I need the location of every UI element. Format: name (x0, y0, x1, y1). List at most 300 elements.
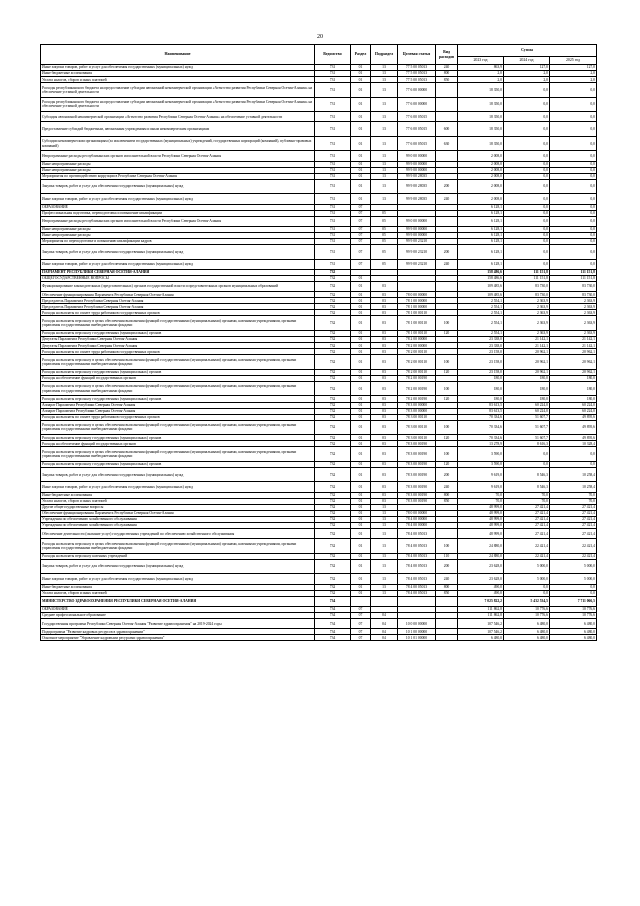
row-y2023: 23 158,0 (458, 369, 504, 375)
row-podr: 03 (371, 304, 398, 310)
row-y2025: 6 480,0 (550, 635, 597, 641)
row-y2025: 6 480,0 (550, 619, 597, 629)
table-row (41, 539, 597, 554)
row-ved: 732 (315, 330, 351, 336)
row-razd (351, 596, 371, 606)
table-row (41, 216, 597, 226)
row-y2023: 2 008,0 (458, 179, 504, 194)
row-y2024: 27 421,4 (504, 529, 550, 539)
row-name: Уплата налогов, сборов и иных платежей (41, 77, 315, 83)
row-ved: 731 (315, 83, 351, 98)
row-razd: 01 (351, 349, 371, 355)
row-name: Расходы на выплаты по оплате труда работников государственных органов (41, 414, 315, 420)
row-razd: 01 (351, 151, 371, 161)
row-y2023: 23 338,0 (458, 343, 504, 349)
row-vr: 100 (436, 355, 458, 370)
row-y2024: 127,0 (504, 65, 550, 71)
row-podr: 13 (371, 122, 398, 137)
row-name: Обеспечение функционирования Парламента Республики Северная Осетия-Алания (41, 510, 315, 516)
row-vr: 240 (436, 259, 458, 269)
row-y2025: 22 421,4 (550, 539, 597, 554)
row-y2024: 20 962,1 (504, 369, 550, 375)
row-razd: 01 (351, 136, 371, 151)
row-podr: 13 (371, 167, 398, 173)
row-podr: 03 (371, 461, 398, 467)
row-y2024: 6 480,0 (504, 619, 550, 629)
row-y2023: 111 862,8 (458, 606, 504, 612)
row-y2025: 111 151,8 (550, 269, 597, 275)
row-podr: 13 (371, 510, 398, 516)
header-razd: Раздел (351, 45, 371, 65)
table-row (41, 245, 597, 260)
row-y2024: 2,0 (504, 77, 550, 83)
row-ved: 732 (315, 275, 351, 281)
row-razd: 01 (351, 343, 371, 349)
row-cs: 99 9 00 28035 (398, 173, 436, 179)
row-name: Расходы на выплаты персоналу казенных учреждений (41, 553, 315, 559)
row-name: Основное мероприятие "Управление кадровыми ресурсами здравоохранения" (41, 635, 315, 641)
row-podr: 03 (371, 441, 398, 447)
row-cs: 78 1 00 00110 (398, 316, 436, 331)
row-podr: 13 (371, 584, 398, 590)
row-ved: 732 (315, 396, 351, 402)
row-y2023: 83 613,5 (458, 408, 504, 414)
row-cs: 78 2 00 00110 (398, 349, 436, 355)
row-vr: 800 (436, 492, 458, 498)
row-vr: 100 (436, 447, 458, 462)
page-number: 20 (317, 34, 323, 40)
table-row (41, 482, 597, 492)
row-razd: 01 (351, 281, 371, 291)
row-ved: 732 (315, 504, 351, 510)
row-ved: 734 (315, 629, 351, 635)
table-row (41, 420, 597, 435)
row-podr: 13 (371, 504, 398, 510)
row-y2023: 70 334,6 (458, 420, 504, 435)
row-y2025: 6 480,0 (550, 629, 597, 635)
row-y2025: 21 142,1 (550, 337, 597, 343)
row-y2024: 0,0 (504, 216, 550, 226)
row-y2025: 70,0 (550, 492, 597, 498)
row-vr (436, 529, 458, 539)
row-y2025: 0,0 (550, 210, 597, 216)
row-name: МИНИСТЕРСТВО ЗДРАВООХРАНЕНИЯ РЕСПУБЛИКИ СЕВЕРНАЯ ОСЕТИЯ-АЛАНИЯ (41, 596, 315, 606)
budget-table (40, 44, 597, 641)
row-y2025: 2 363,9 (550, 310, 597, 316)
row-y2024: 180,0 (504, 375, 550, 381)
row-y2024: 10 776,6 (504, 606, 550, 612)
row-vr (436, 619, 458, 629)
row-ved: 731 (315, 239, 351, 245)
row-name: ОБЩЕГОСУДАРСТВЕННЫЕ ВОПРОСЫ (41, 275, 315, 281)
row-y2025: 10 328,4 (550, 441, 597, 447)
row-y2023: 2 554,1 (458, 304, 504, 310)
row-y2024: 8 546,3 (504, 482, 550, 492)
row-podr: 03 (371, 298, 398, 304)
row-y2023: 2 554,1 (458, 316, 504, 331)
row-cs: 10 0 00 00000 (398, 619, 436, 629)
row-y2023: 158 486,6 (458, 275, 504, 281)
table-row (41, 136, 597, 151)
row-ved: 731 (315, 71, 351, 77)
row-y2025: 27 421,4 (550, 529, 597, 539)
row-cs: 77 5 00 05013 (398, 65, 436, 71)
row-vr (436, 112, 458, 122)
row-ved: 732 (315, 304, 351, 310)
table-row (41, 559, 597, 574)
row-name: Расходы на выплаты персоналу в целях обеспечения выполнения функций государственными (муниципальными) органами, казенными учреждениями, органами управления государственными внебюджетными фондами (41, 381, 315, 396)
row-name: Иные бюджетные ассигнования (41, 71, 315, 77)
row-ved: 732 (315, 516, 351, 522)
row-y2023: 48 999,0 (458, 504, 504, 510)
row-y2023: 18 350,0 (458, 112, 504, 122)
row-y2023: 3 590,0 (458, 461, 504, 467)
row-y2024: 0,0 (504, 245, 550, 260)
row-podr: 03 (371, 498, 398, 504)
row-razd: 01 (351, 414, 371, 420)
row-ved: 731 (315, 112, 351, 122)
table-row (41, 467, 597, 482)
row-vr: 100 (436, 420, 458, 435)
row-podr: 04 (371, 619, 398, 629)
row-y2023: 490,0 (458, 590, 504, 596)
header-name: Наименование (41, 45, 315, 65)
row-y2023: 2 008,0 (458, 194, 504, 204)
row-cs: 77 6 00 00000 (398, 83, 436, 98)
row-y2024: 0,0 (504, 210, 550, 216)
row-name: Аппарат Парламента Республики Северная Осетия-Алания (41, 408, 315, 414)
row-name: Аппарат Парламента Республики Северная Осетия-Алания (41, 402, 315, 408)
row-y2025: 180,0 (550, 381, 597, 396)
row-cs: 99 9 00 00000 (398, 232, 436, 238)
table-row (41, 83, 597, 98)
row-y2023: 6 128,1 (458, 204, 504, 210)
row-name: Расходы на выплаты персоналу государственных (муниципальных) органов (41, 396, 315, 402)
row-name: Расходы на выплаты по оплате труда работников государственных органов (41, 349, 315, 355)
row-razd: 01 (351, 461, 371, 467)
row-y2024: 8 616,3 (504, 441, 550, 447)
row-razd: 07 (351, 232, 371, 238)
row-y2024: 20 962,1 (504, 355, 550, 370)
table-body (41, 65, 597, 641)
row-podr: 03 (371, 375, 398, 381)
row-razd: 07 (351, 635, 371, 641)
row-y2024: 27 421,4 (504, 504, 550, 510)
row-ved: 731 (315, 179, 351, 194)
table-row (41, 635, 597, 641)
row-cs (398, 596, 436, 606)
row-cs: 78 3 00 00110 (398, 435, 436, 441)
row-razd: 01 (351, 492, 371, 498)
row-razd: 01 (351, 529, 371, 539)
row-ved: 731 (315, 194, 351, 204)
row-y2025: 49 895,6 (550, 414, 597, 420)
row-podr: 03 (371, 381, 398, 396)
row-y2025: 27 421,4 (550, 504, 597, 510)
row-podr: 03 (371, 337, 398, 343)
row-y2023: 48 999,0 (458, 516, 504, 522)
row-podr: 05 (371, 210, 398, 216)
row-cs: 78 1 00 00110 (398, 330, 436, 336)
row-vr: 240 (436, 482, 458, 492)
row-y2023: 109 485,6 (458, 292, 504, 298)
row-razd: 01 (351, 590, 371, 596)
row-y2024: 0,0 (504, 590, 550, 596)
row-podr: 03 (371, 281, 398, 291)
row-vr (436, 281, 458, 291)
row-vr: 630 (436, 136, 458, 151)
row-name: Уплата налогов, сборов и иных платежей (41, 498, 315, 504)
row-vr: 200 (436, 559, 458, 574)
row-y2025: 0,0 (550, 226, 597, 232)
row-cs: 77 6 00 05015 (398, 136, 436, 151)
row-y2024: 0,0 (504, 161, 550, 167)
row-name: Иные закупки товаров, работ и услуг для обеспечения государственных (муниципальных) нужд (41, 482, 315, 492)
row-podr: 03 (371, 310, 398, 316)
table-row (41, 596, 597, 606)
row-cs: 78 3 00 00190 (398, 467, 436, 482)
row-ved: 732 (315, 482, 351, 492)
row-podr: 03 (371, 355, 398, 370)
row-y2024: 0,0 (504, 136, 550, 151)
row-name: Иные закупки товаров, работ и услуг для обеспечения государственных (муниципальных) нужд (41, 574, 315, 584)
row-ved: 731 (315, 173, 351, 179)
row-name: Расходы республиканского бюджета на предоставление субсидии автономной некоммерческой организации «Агентство развития Республики Северная Осетия-Алания» на обеспечение уставной деятельности (41, 83, 315, 98)
row-ved: 731 (315, 245, 351, 260)
row-cs: 78 1 00 00110 (398, 310, 436, 316)
table-row (41, 179, 597, 194)
row-y2025: 10 776,6 (550, 613, 597, 619)
row-name: Мероприятия по переподготовке и повышению квалификации кадров (41, 239, 315, 245)
row-ved: 731 (315, 151, 351, 161)
row-y2024: 180,0 (504, 381, 550, 396)
row-name: Функционирование законодательных (представительных) органов государственной власти и представительных органов муниципальных образований (41, 281, 315, 291)
row-ved: 734 (315, 619, 351, 629)
row-cs: 99 9 00 23210 (398, 259, 436, 269)
row-cs: 99 0 00 00000 (398, 216, 436, 226)
row-podr: 05 (371, 232, 398, 238)
row-podr: 03 (371, 316, 398, 331)
row-y2024: 6 480,0 (504, 635, 550, 641)
row-name: Расходы республиканского бюджета на предоставление субсидии автономной некоммерческой организации «Агентство развития Республики Северная Осетия-Алания» на обеспечение уставной деятельности (41, 97, 315, 112)
row-vr: 100 (436, 539, 458, 554)
row-ved: 731 (315, 97, 351, 112)
row-podr: 03 (371, 435, 398, 441)
row-name: ОБРАЗОВАНИЕ (41, 204, 315, 210)
row-razd: 01 (351, 275, 371, 281)
row-y2025: 10 258,4 (550, 482, 597, 492)
row-razd: 01 (351, 435, 371, 441)
row-name: Иные закупки товаров, работ и услуг для обеспечения государственных (муниципальных) нужд (41, 259, 315, 269)
row-vr: 600 (436, 122, 458, 137)
row-y2024: 0,0 (504, 204, 550, 210)
row-razd: 01 (351, 584, 371, 590)
row-razd: 01 (351, 447, 371, 462)
row-y2025: 0,0 (550, 216, 597, 226)
row-podr: 13 (371, 161, 398, 167)
row-y2023: 2,0 (458, 71, 504, 77)
row-podr: 04 (371, 613, 398, 619)
row-podr: 13 (371, 112, 398, 122)
row-y2023: 2 008,0 (458, 167, 504, 173)
row-ved: 732 (315, 414, 351, 420)
row-name: Непрограммные расходы республиканских органов исполнительной власти Республики Северная Осетия-Алания (41, 151, 315, 161)
row-ved: 732 (315, 369, 351, 375)
table-row (41, 194, 597, 204)
row-name: Учреждения по обеспечению хозяйственного обслуживания (41, 516, 315, 522)
row-y2025: 2 363,9 (550, 316, 597, 331)
row-name: Расходы на выплаты персоналу в целях обеспечения выполнения функций государственными (муниципальными) органами, казенными учреждениями, органами управления государственными внебюджетными фондами (41, 420, 315, 435)
row-cs: 99 0 00 00000 (398, 151, 436, 161)
row-cs: 78 3 00 00190 (398, 482, 436, 492)
row-razd: 07 (351, 245, 371, 260)
row-ved: 732 (315, 559, 351, 574)
row-ved: 732 (315, 281, 351, 291)
row-y2025: 20 962,1 (550, 349, 597, 355)
row-name: Расходы на обеспечение функций государственных органов (41, 441, 315, 447)
row-cs: 78 2 00 00190 (398, 396, 436, 402)
row-razd: 01 (351, 304, 371, 310)
row-podr: 05 (371, 259, 398, 269)
row-y2023: 2 554,1 (458, 298, 504, 304)
row-y2023: 6 128,1 (458, 239, 504, 245)
row-y2025: 0,0 (550, 136, 597, 151)
row-y2025: 0,0 (550, 584, 597, 590)
row-cs: 78 2 00 00190 (398, 381, 436, 396)
row-y2024: 2 363,9 (504, 298, 550, 304)
row-podr: 03 (371, 482, 398, 492)
row-name: Государственная программа Республики Северная Осетия-Алания "Развитие здравоохранения" на 2019-2024 годы (41, 619, 315, 629)
header-vr: Вид расходов (436, 45, 458, 65)
row-cs: 78 4 00 00000 (398, 523, 436, 529)
row-razd: 01 (351, 292, 371, 298)
row-vr (436, 151, 458, 161)
row-y2023: 2 008,0 (458, 151, 504, 161)
row-razd: 01 (351, 71, 371, 77)
row-cs: 99 9 00 23210 (398, 245, 436, 260)
row-y2024: 0,0 (504, 179, 550, 194)
row-vr: 800 (436, 584, 458, 590)
row-razd: 01 (351, 482, 371, 492)
row-ved: 731 (315, 232, 351, 238)
row-y2024: 5 432 534,5 (504, 596, 550, 606)
row-razd: 07 (351, 629, 371, 635)
row-y2024: 180,0 (504, 396, 550, 402)
row-ved: 731 (315, 65, 351, 71)
row-y2024: 83 730,0 (504, 292, 550, 298)
row-y2023: 6 480,0 (458, 635, 504, 641)
row-y2023: 83 613,5 (458, 402, 504, 408)
row-podr: 05 (371, 216, 398, 226)
row-y2024: 22 421,4 (504, 553, 550, 559)
row-razd: 07 (351, 216, 371, 226)
row-y2024: 2 363,9 (504, 310, 550, 316)
row-ved: 731 (315, 161, 351, 167)
row-ved: 732 (315, 375, 351, 381)
row-y2025: 111 151,8 (550, 275, 597, 281)
row-podr: 03 (371, 396, 398, 402)
row-y2023: 2,0 (458, 77, 504, 83)
row-podr: 03 (371, 369, 398, 375)
row-y2024: 8 546,3 (504, 467, 550, 482)
row-podr (371, 596, 398, 606)
row-razd: 01 (351, 337, 371, 343)
row-vr (436, 635, 458, 641)
row-ved: 732 (315, 467, 351, 482)
row-podr: 13 (371, 574, 398, 584)
table-row (41, 355, 597, 370)
row-y2025: 10 258,4 (550, 467, 597, 482)
row-y2023: 3 590,0 (458, 447, 504, 462)
row-razd: 01 (351, 396, 371, 402)
row-vr: 240 (436, 194, 458, 204)
row-y2024: 83 730,0 (504, 281, 550, 291)
row-vr (436, 97, 458, 112)
row-y2023: 70 334,6 (458, 414, 504, 420)
row-y2025: 0,0 (550, 122, 597, 137)
row-y2025: 60 224,0 (550, 408, 597, 414)
row-y2023: 490,0 (458, 584, 504, 590)
row-vr: 120 (436, 435, 458, 441)
row-name: Иные закупки товаров, работ и услуг для обеспечения государственных (муниципальных) нужд (41, 194, 315, 204)
row-y2024: 60 224,0 (504, 402, 550, 408)
row-ved: 731 (315, 210, 351, 216)
row-razd: 01 (351, 498, 371, 504)
row-y2024: 0,0 (504, 112, 550, 122)
row-podr: 13 (371, 173, 398, 179)
row-podr: 05 (371, 239, 398, 245)
row-y2025: 60 224,0 (550, 402, 597, 408)
row-y2025: 20 962,1 (550, 369, 597, 375)
row-vr: 100 (436, 381, 458, 396)
table-row (41, 151, 597, 161)
row-razd: 01 (351, 553, 371, 559)
row-ved: 732 (315, 590, 351, 596)
row-ved: 732 (315, 355, 351, 370)
row-razd: 07 (351, 606, 371, 612)
row-y2023: 107 546,2 (458, 629, 504, 635)
row-y2024: 111 151,8 (504, 269, 550, 275)
row-razd: 07 (351, 204, 371, 210)
row-ved: 732 (315, 408, 351, 414)
row-ved: 732 (315, 402, 351, 408)
row-ved: 732 (315, 343, 351, 349)
row-cs: 77 6 00 05015 (398, 112, 436, 122)
row-podr: 13 (371, 559, 398, 574)
row-cs (398, 281, 436, 291)
row-y2023: 13 278,9 (458, 441, 504, 447)
row-y2024: 0,0 (504, 97, 550, 112)
row-vr: 110 (436, 553, 458, 559)
row-name: Предоставление субсидий бюджетным, автономным учреждениям и иным некоммерческим организациям (41, 122, 315, 137)
row-cs: 78 3 00 00000 (398, 402, 436, 408)
row-name: Учреждения по обеспечению хозяйственного обслуживания (41, 523, 315, 529)
row-razd: 01 (351, 65, 371, 71)
row-cs: 77 5 00 05013 (398, 77, 436, 83)
row-y2024: 27 421,4 (504, 523, 550, 529)
row-podr: 13 (371, 553, 398, 559)
row-ved: 732 (315, 498, 351, 504)
row-y2025: 22 421,4 (550, 553, 597, 559)
row-y2025: 27 421,4 (550, 510, 597, 516)
row-razd: 01 (351, 83, 371, 98)
row-cs: 78 2 00 00190 (398, 375, 436, 381)
row-razd: 01 (351, 523, 371, 529)
row-y2024: 21 142,1 (504, 337, 550, 343)
row-podr: 13 (371, 590, 398, 596)
row-ved: 731 (315, 136, 351, 151)
row-razd: 01 (351, 194, 371, 204)
